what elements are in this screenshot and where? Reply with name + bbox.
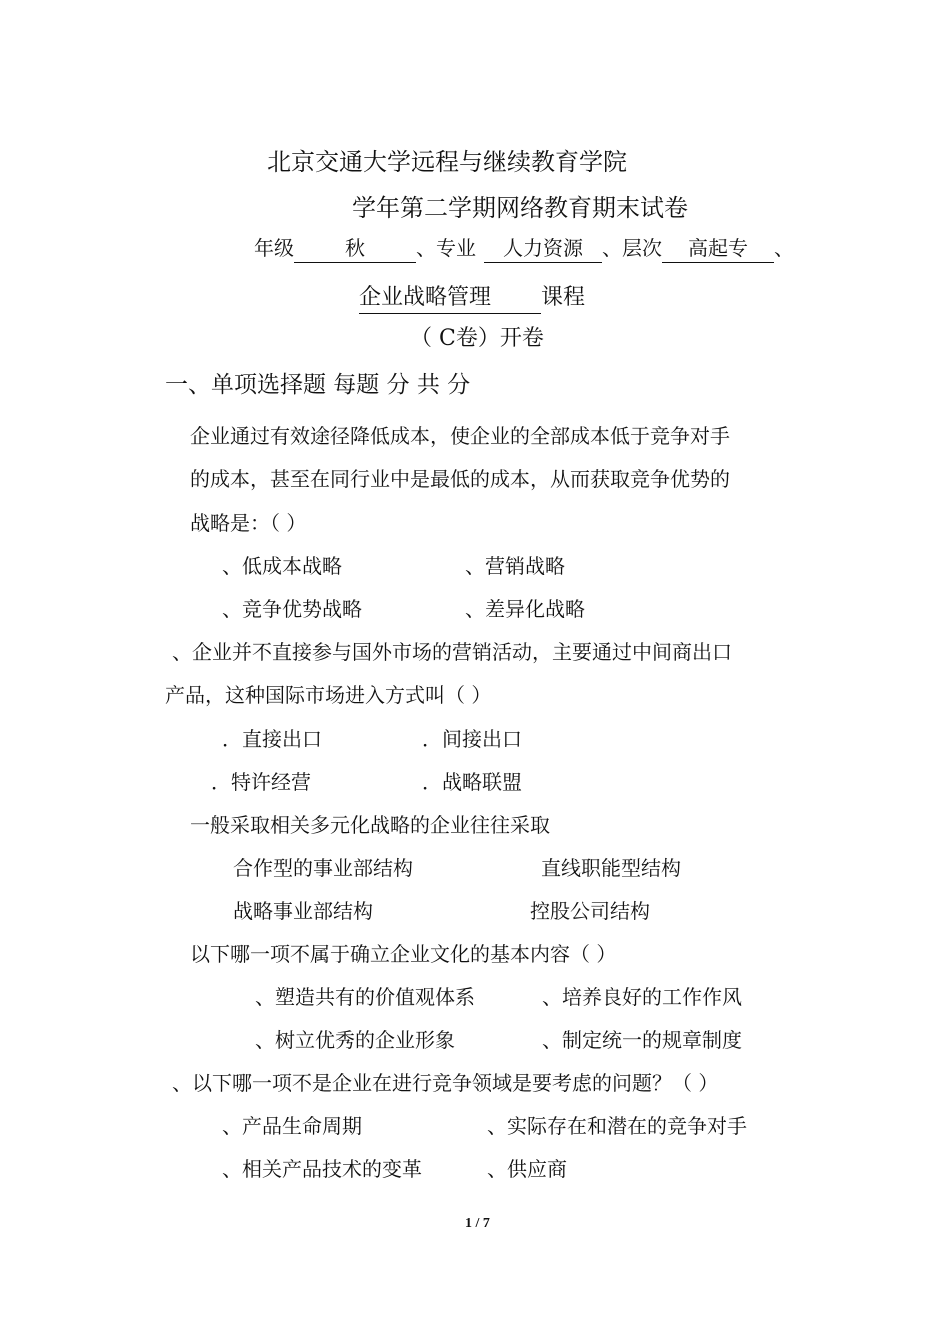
major-label: 、专业 (416, 236, 476, 260)
option-a: 合作型的事业部结构 (233, 856, 413, 880)
option-a: 、塑造共有的价值观体系 (255, 985, 475, 1009)
option-c: 、竞争优势战略 (222, 597, 362, 621)
option-b: 直线职能型结构 (541, 856, 681, 880)
option-c: 、树立优秀的企业形象 (255, 1028, 455, 1052)
school-title: 北京交通大学远程与继续教育学院 (267, 148, 627, 176)
question-stem-line: 的成本，甚至在同行业中是最低的成本，从而获取竞争优势的 (190, 467, 730, 491)
question-stem-line: 、企业并不直接参与国外市场的营销活动，主要通过中间商出口 (172, 640, 732, 664)
option-c: ．特许经营 (211, 770, 311, 794)
info-line (254, 232, 794, 263)
option-b: ．间接出口 (422, 727, 522, 751)
question-stem-line: 产品，这种国际市场进入方式叫（ ） (165, 683, 492, 707)
option-b: 、培养良好的工作作风 (542, 985, 742, 1009)
section-heading: 一、单项选择题 每题 分 共 分 (165, 372, 471, 398)
exam-title: 学年第二学期网络教育期末试卷 (352, 194, 688, 222)
option-b: 、营销战略 (465, 554, 565, 578)
option-a: 、低成本战略 (222, 554, 342, 578)
question-stem-line: 一般采取相关多元化战略的企业往往采取 (190, 813, 550, 837)
option-a: ．直接出口 (222, 727, 322, 751)
grade-value: 秋 (294, 234, 416, 263)
level-label: 、层次 (602, 236, 662, 260)
course-label: 课程 (541, 285, 586, 310)
option-d: 、制定统一的规章制度 (542, 1028, 742, 1052)
paper-type: （ C卷）开卷 (410, 326, 544, 351)
option-d: 、供应商 (487, 1157, 567, 1181)
grade-label: 年级 (254, 236, 294, 260)
option-d: 控股公司结构 (530, 899, 650, 923)
option-a: 、产品生命周期 (222, 1114, 362, 1138)
question-stem-line: 、以下哪一项不是企业在进行竞争领域是要考虑的问题？（ ） (172, 1071, 719, 1095)
question-stem-line: 企业通过有效途径降低成本，使企业的全部成本低于竞争对手 (190, 424, 730, 448)
tail-mark: 、 (774, 236, 794, 260)
option-c: 战略事业部结构 (233, 899, 373, 923)
major-value: 人力资源 (484, 234, 602, 263)
option-c: 、相关产品技术的变革 (222, 1157, 422, 1181)
level-value: 高起专 (662, 234, 774, 263)
course-line (359, 280, 585, 314)
question-stem-line: 战略是：（ ） (190, 511, 307, 535)
page-number: 1 / 7 (465, 1216, 490, 1231)
course-name: 企业战略管理 (359, 283, 541, 314)
question-stem-line: 以下哪一项不属于确立企业文化的基本内容（ ） (190, 942, 617, 966)
option-d: 、差异化战略 (465, 597, 585, 621)
option-d: ．战略联盟 (422, 770, 522, 794)
option-b: 、实际存在和潜在的竞争对手 (487, 1114, 747, 1138)
